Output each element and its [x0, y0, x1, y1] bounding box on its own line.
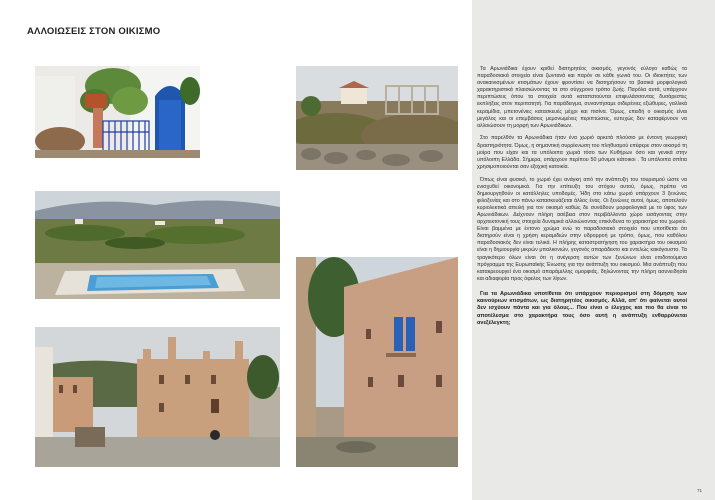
body-text	[477, 66, 687, 333]
paragraph-2: Στο παρελθόν τα Αρωνιάδικα ήταν ένα χωριό αρκετά πλούσιο με έντονη γεωργική δραστηριότητα. Όμως, η σημαντική συρρίκνωση του πληθυσμού επέφερε στον οικισμό τη μοίρα που είχαν και τα υπόλοιπα χωριά τόσο των Κυθήρων όσο και γενικά στην υπόλοιπη Ελλάδα. Σήμερα, υπάρχουν περίπου 50 μόνιμοι κάτοικοι . Τα υπόλοιπα σπίτια χρησιμοποιούνται σαν εξοχική κατοικία.	[477, 135, 687, 170]
page-number: 71	[697, 488, 703, 493]
photo-white-house-blue-gate	[35, 66, 200, 158]
photo-concrete-construction	[296, 66, 458, 170]
photo-pool-landscape	[35, 191, 280, 299]
paragraph-1: Τα Αρωνιάδικα έχουν κριθεί διατηρητέος οικισμός, γεγονός εύλογο καθώς τα παραδοσιακά στοιχεία είναι ζωντανά και παρόν σε κάθε γωνιά του. Οι ιδιοκτήτες των ανακαινισμένων κτισμάτων έχουν φροντίσει να διατηρήσουν τα βασικά μορφολογικά χαρακτηριστικά πλαισιώνοντας τα στο σύγχρονο τρόπο ζωής. Παρόλα αυτά, υπάρχουν περιπτώσεις όπου τα στοιχεία αυτά καταπατούνται επιφυλάσσοντας δυσάρεστες εκπλήξεις στον περιπατητή. Για παράδειγμα, συναντήσαμε σιδερένιες εξώθυρες, γαλλικά κεραμίδια, μπετονένιες κατασκευές μέχρι και πισίνα. Όμως, επειδή ο οικισμός είναι μεγάλος και οι επεμβάσεις μεμονωμένες περιπτώσεις, ευτυχώς δεν καταφέρνουν να αλλοιώσουν τη μορφή των Αρωνιάδικων.	[477, 66, 687, 129]
page-title: ΑΛΛΟΙΩΣΕΙΣ ΣΤΟΝ ΟΙΚΙΣΜΟ	[27, 26, 161, 37]
paragraph-conclusion: Για τα Αρωνιάδικα υποτίθεται ότι υπάρχουν περιορισμοί στη δόμηση των καινούριων κτισμάτων, ως διατηρητέος οικισμός. Αλλά, απ' ότι φαίνεται αυτοί δεν ισχύουν πάντα και για όλους... Που είναι ο έλεγχος και πιο θα είναι το αποτέλεσμα στο χαρακτήρα τους όσο αυτή η ανάπτυξη ενθαρρύνεται ανεξέλεγκτη;	[477, 290, 687, 326]
photo-ochre-building-blue-shutters	[296, 257, 458, 467]
paragraph-3: Όπως είναι φυσικό, το χωριό έχει ανάγκη από την ανάπτυξη του τουρισμού ώστε να ενισχυθεί οικονομικά. Για την επίτευξη του στόχου αυτού, όμως, πρέπει να δημιουργηθούν οι κατάλληλες υποδομές. Ήδη στο κάτω χωριό υπάρχουν 3 ξενώνες φιλοξενίας και στο πάνω κατασκευάζεται άλλος ένας. Οι ξενώνες αυτοί, όμως, αποτελούν κυριολεκτικά απειλή για τον οικισμό καθώς δε συνάδουν μορφολογικά με το ύφος των Αρωνιάδικων. Δείχνουν πλήρη ασέβεια στον περιβάλλοντα χώρο εισάγοντας στην αρχιτεκτονική τους στοιχεία δυναμικά αλλοιώνοντας επικίνδυνα το χαρακτήρα του χωριού. Είναι βαμμένα με έντονο χρώμα ενώ το παραδοσιακό στοιχείο που υποτίθεται ότι διατηρούν είναι η χρήση κεραμιδιών στην υδρορροή με τρόπο, όμως, που καθόλου παραδοσιακός δεν είναι τελικά. Η πλήρης καταστρατήγηση του χαρακτήρα του οικισμού είναι η δημιουργία μικρών μπαλκονιών, γεγονός απαράδεκτο και εντελώς κακόγουστο. Τα τραγικότερο όλων είναι ότι η ανέγερση αυτών των ξενώνων είναι επιδοτούμενα πρόγραμμα της Ευρωπαϊκής Ένωσης για την ανάπτυξη του οικισμού. Μια ανάπτυξη που κατακρεουργεί ένα οικισμό απαράμιλλης ομορφιάς, δηλώνοντας την πλήρη ασυνειδησία και αδιαφορία προς όφελος των λίγων.	[477, 176, 687, 282]
photo-ochre-guesthouse	[35, 327, 280, 467]
